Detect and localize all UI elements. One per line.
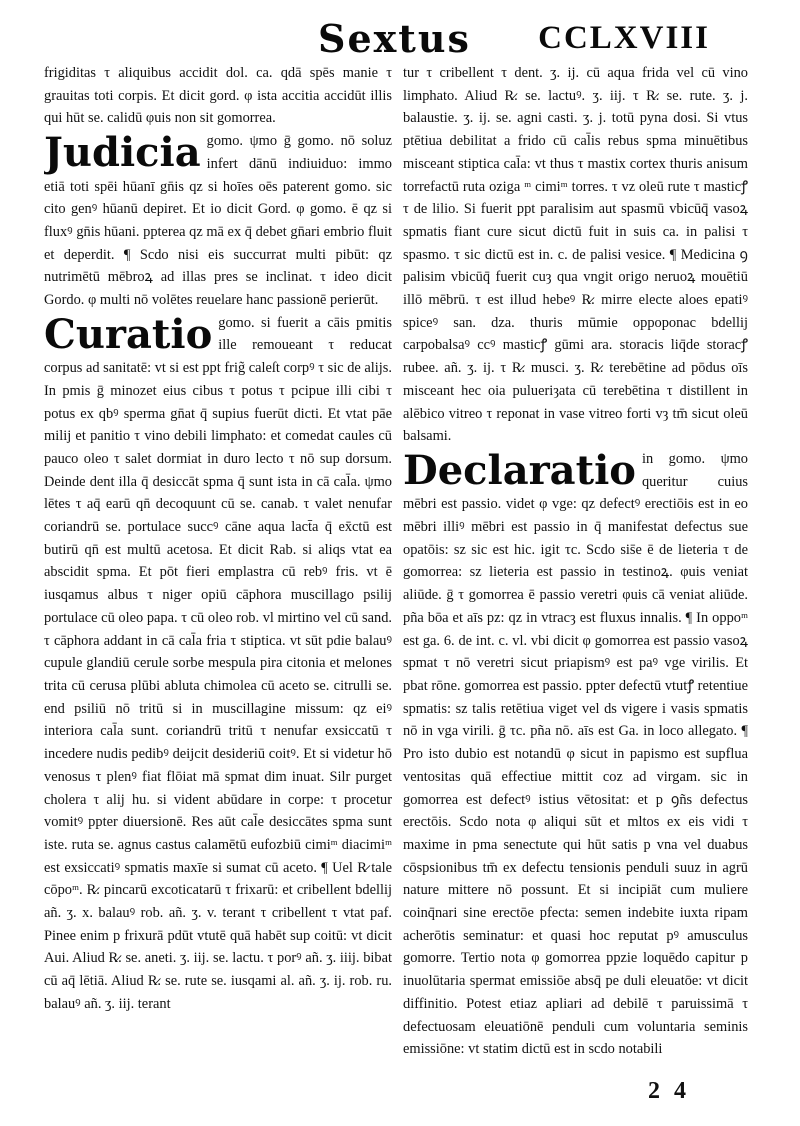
intro-paragraph: frigiditas τ aliquibus accidit dol. ca. qdā spēs manie τ grauitas toti corpis. Et dicit gord. φ ista accitia accidūt illis qui hūt se. calidū φuis non sit gomorrea. (44, 65, 392, 127)
right-column (403, 62, 748, 1097)
continuation-paragraph: tur τ cribellent τ dent. ʒ. ij. cū aqua frida vel cū vino limphato. Aliud R̷. se. lactuꝰ. ʒ. iij. τ R̷. se. rute. ʒ. j. balaustie. ʒ. ij. se. agni casti. ʒ. j. totū pyna dosi. Si vtus ptētiua debilitat a frido cū cal̄is rebus spma minuētibus misceant stiptica cal̄a: vt thus τ mastix cortex thuris anisum torrefactū ruta oziga ᵐ cimiᵐ torres. τ vz oleū rute τ masticꝭ τ de lilio. Si fuerit ppt paralisim aut spasmū vbicūq̄ vasoꝝ spmatis fiant cure sicut dictū fuit in suis ca. in palisi τ spasmo. τ sic dictū est in. c. de palisi vesice. ¶ Medicina ꝯ palisim vbicūq̄ fuerit cuȝ qua vngit origo neruoꝝ mouētiū illō mēbrū. τ est illud hebeꝰ R̷. mirre electe aloes epatiꝰ spiceꝰ san. dza. thuris mūmie oppoponac bdellij carpobalsaꝰ ccꝰ masticꝭ gūmi ara. storacis liq̄de storacꝭ rubee. añ. ʒ. ij. τ R̷. musci. ʒ. R̷. terebētine ad pōdus oīs misceant hec oia pulueriȝata cū terebētina τ distillent in alēbico vitreo τ reponat in vase vitreo forti vȝ tm̄ sicut oleū balsami. (403, 65, 748, 445)
folio-number: CCLXVIII (538, 20, 710, 56)
judicia-text: gomo. ψmo ḡ gomo. nō soluz infert dānū indiuiduo: immo etiā toti spēi hūanī gn̄is qz si hoīes oēs paterent gomo. sic cito genꝰ hūanū depiret. Et io dicit Gord. φ gomo. ē qz si fluxꝰ gn̄is hūani. ppterea qz mā ex q̄ debet gn̄ari embrio fluit et deperdit. ¶ Scdo nisi eis succurrat multi pibūt: qz nutrimētū mēbroꝝ ad illas pres se inclinat. τ ideo dicit Gordo. φ multi nō volētes reuelare hanc passionē perierūt. (44, 133, 392, 309)
running-title: Sextus (318, 16, 471, 61)
declaratio-heading: Declaratio (403, 446, 636, 494)
judicia-heading: Judicia (44, 129, 201, 177)
left-column (44, 62, 392, 1097)
catchword: 2 4 (648, 1078, 690, 1104)
running-head (310, 14, 750, 64)
declaratio-section (403, 448, 748, 1061)
curatio-text: gomo. si fuerit a cāis pmitis ille remoueant τ reducat corpus ad sanitatē: vt si est ppt frig̃ caleſt corpꝰ τ sic de alijs. In pmis ḡ minozet eius cibus τ potus τ pcipue illi cibi τ potus ex qbꝰ sperma gn̄at q̄ supius fuerūt dicti. Et vtat pāe milij et panitio τ vino debili limphato: et comedat caules cū pauco oleo τ salet dormiat in duro lecto τ nō sup dorsum. Deinde dent illa q̄ desiccāt spma q̄ sunt ista in cā cal̄a. ψmo lētes τ aq̄ earū qn̄ decoquunt cū se. canab. τ valet nenufar coriandrū se. portulace succꝰ cāne aqua lact̄a q̄ ex̄ctū est butirū qn̄ est multū acetosa. Et dicit Rab. si aliqs vtat ea abscidit spma. Et pōt fieri emplastra cū rebꝰ fris. vt ē iusqamus albus τ niger opiū cāphora muscillago psilij portulace cū oleo papa. τ cū oleo rob. vl mirtino vel cū sand. τ cāphora addant in cā cal̄a fria τ stiptica. vt sūt pdie balauꝰ cupule glandiū cerule sorbe mespula pira citonia et melones trita cū cerusa plūbi abluta chimolea cū aceto se. citrulli se. end psiliū nō tritū si in muscillagine missum: qz eiꝰ interiora cal̄a sunt. coriandrū tritū τ nenufar exsiccatū τ incedere nudis pedibꝰ deijcit desideriū coitꝰ. Et si videtur hō venosus τ plenꝰ fiat flōiat mā spmat dim inuat. Silr purget cholera τ alij hu. si vident abūdare in corpe: τ procetur vomitꝰ ppter diuersionē. Res aūt cal̄e desiccātes spma sunt iste. ruta se. agnus castus calamētū eufozbiū cimiᵐ diacimiᵐ est exsiccatiꝰ spmatis maxīe si sumat cū aceto. ¶ Uel R̷ tale cōpoᵐ. R̷. pincarū excoticatarū τ frixarū: et cribellent bdellij añ. ʒ. x. balauꝰ rob. añ. ʒ. v. terant τ cribellent τ vtat paf. Pinee enim p frixurā pdūt vtutē quā habēt sup coitū: vt dicit Aui. Aliud R̷. se. aneti. ʒ. iij. se. lactu. τ porꝰ añ. ʒ. iiij. bibat cū aq̄ lētiā. Aliud R̷. se. rute se. iusqami al. añ. ʒ. ij. rob. ru. balauꝰ añ. ʒ. iij. terant (44, 314, 392, 1012)
declaratio-text: in gomo. ψmo queritur cuius mēbri est passio. videt φ vge: qz defectꝰ erectiōis est in eo mēbri illiꝰ mēbri est passio in q̄ manifestat defectus sue opatōis: sz sic est hic. igit τc. Scdo sis̄e ē de lieteria τ de gomorrea: sz lieteria est passio in testinoꝝ. φuis veniat aliūde. ḡ τ gomorrea ē passio veretri φuis cā veniat aliūde. pña bōa et aīs pz: qz in vtracȝ est fluxus innalis. ¶ In oppoᵐ est ga. 6. de int. c. vl. vbi dicit φ gomorrea est passio vasoꝝ spmat τ nō veretri sicut priapismꝰ est paꝰ vge virilis. Et pbat rōne. gomorrea est passio. ppter defectū vtutꝭ retentiue spmatis: sz talis retētiua viget vel ds vigere i vasis spmatis nō in vga virili. ḡ τc. pña nō. aīs est Ga. in loco allegato. ¶ Pro isto dubio est notandū φ sicut in papismo est supflua ventositas quā effectiue mittit coz ad virgam. sic in gomorrea est defectꝰ istius vētositat: et p ꝯñs defectus erectōis. Scdo nota φ aliqui sūt et mltos ex eis vidi τ maxime in pma senectute qui hūt satis p vna vel duabus cōspsionibus tm̄ ex defectu tensionis penduli suuz in agrū nature mittere nō possunt. Et si incipiāt cum muliere coinq̄nari sine erectōe pfecta: semen indebite iuxta ripam acherōtis seminatur: et quasi hoc reputat pꝰ amusculus gomorre. Tertio nota φ gomorrea ppzie loquēdo capitur p inuolūtaria spermat emissiōe absq̄ pe duli eleuatōe: vt dicit diffinitio. Potest etiaz apliari ad debilē τ paruissimā τ defectuosam eleuatiōnē penduli cum voluntaria seminis emissiōne: vt statim dictū est in scdo notabili (403, 450, 748, 1058)
curatio-heading: Curatio (44, 310, 213, 358)
curatio-section (44, 312, 392, 1016)
judicia-section (44, 130, 392, 312)
